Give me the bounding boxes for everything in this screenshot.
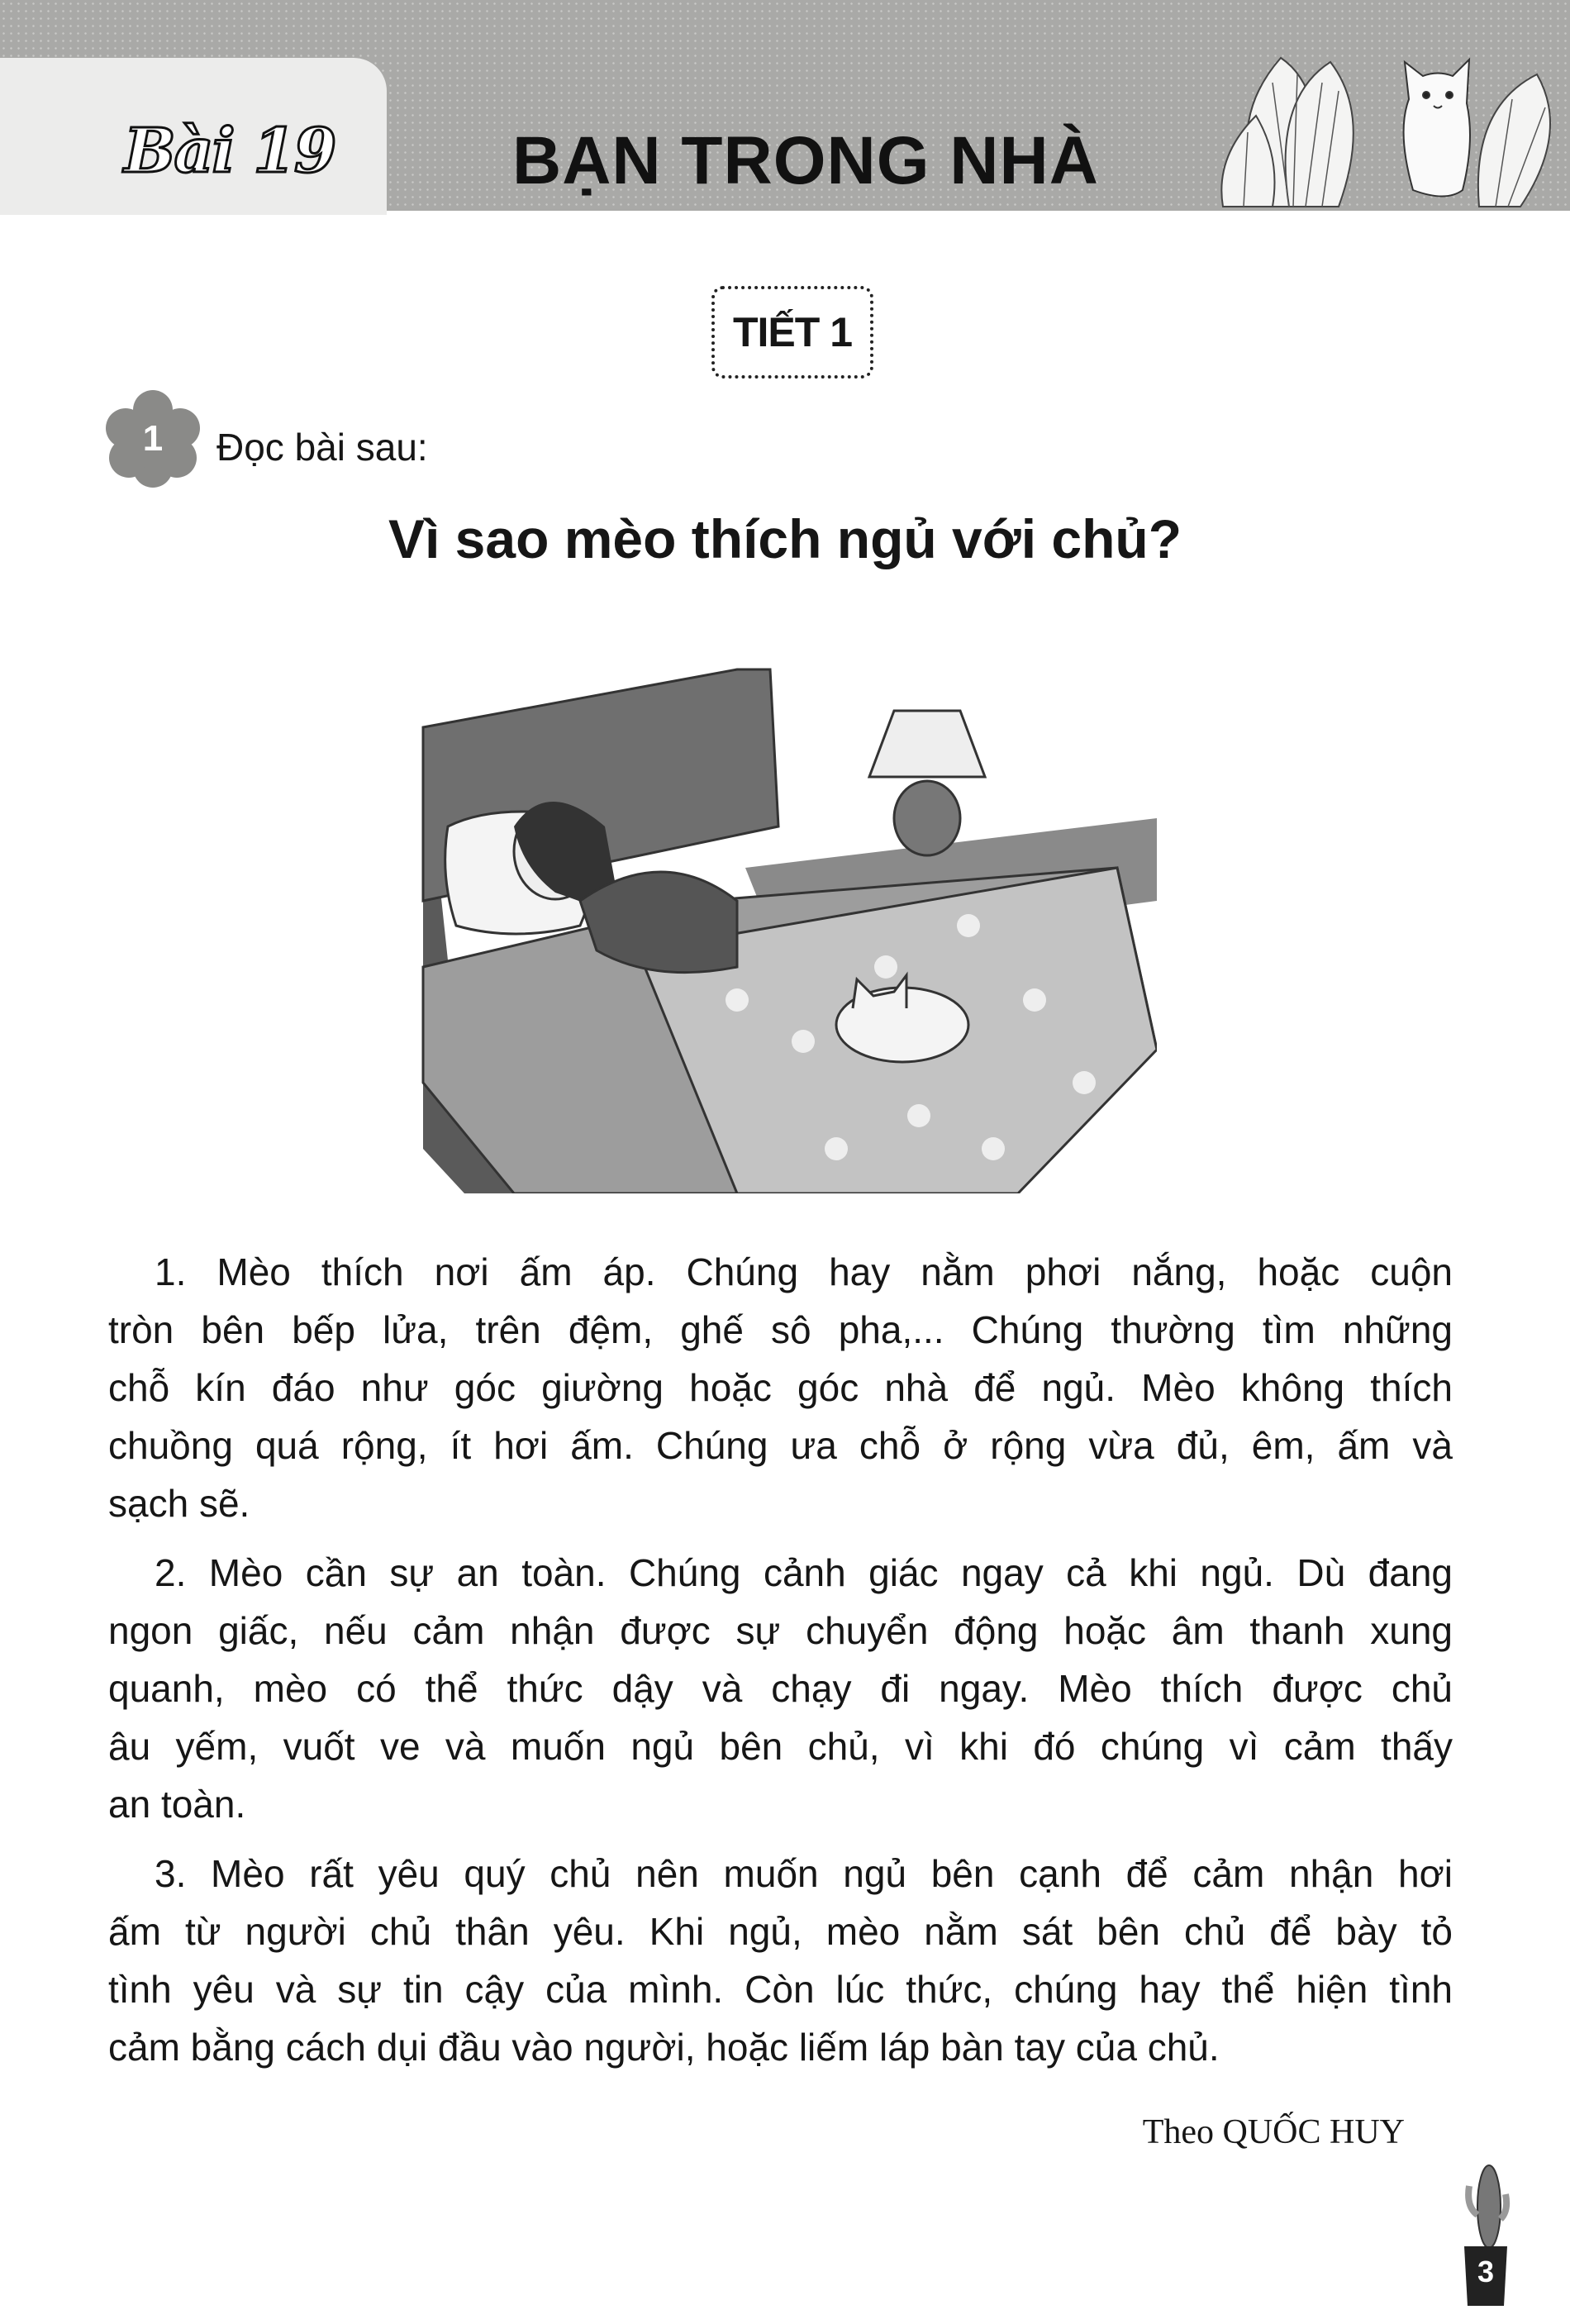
text-line: sạch sẽ. (108, 1482, 250, 1525)
text-line: tình yêu và sự tin cậy của mình. Còn lúc thức, chúng hay thể hiện tình (108, 1968, 1453, 2011)
text-line: ấm từ người chủ thân yêu. Khi ngủ, mèo nằm sát bên chủ để bày tỏ (108, 1910, 1453, 1953)
sleeping-girl-with-cat-illustration (390, 653, 1157, 1193)
page-number-badge (1461, 2157, 1511, 2314)
text-line: 1. Mèo thích nơi ấm áp. Chúng hay nằm phơi nắng, hoặc cuộn (155, 1250, 1453, 1293)
story-paragraph-3 (108, 1845, 1453, 2076)
story-paragraph-1 (108, 1243, 1453, 1532)
text-line: chuồng quá rộng, ít hơi ấm. Chúng ưa chỗ ở rộng vừa đủ, êm, ấm và (108, 1424, 1453, 1467)
page-number: 3 (1477, 2255, 1495, 2288)
exercise-number-badge (104, 388, 202, 489)
text-line: quanh, mèo có thể thức dậy và chạy đi ngay. Mèo thích được chủ (108, 1667, 1453, 1710)
text-line: 2. Mèo cần sự an toàn. Chúng cảnh giác ngay cả khi ngủ. Dù đang (155, 1551, 1453, 1594)
lesson-title: BẠN TRONG NHÀ (512, 123, 1099, 198)
text-line: an toàn. (108, 1783, 246, 1826)
story-author: Theo QUỐC HUY (1142, 2113, 1405, 2151)
cat-icon (1404, 60, 1470, 197)
exercise-instruction: Đọc bài sau: (216, 426, 428, 469)
text-line: chỗ kín đáo như góc giường hoặc góc nhà để ngủ. Mèo không thích (108, 1366, 1453, 1409)
text-line: 3. Mèo rất yêu quý chủ nên muốn ngủ bên cạnh để cảm nhận hơi (155, 1852, 1453, 1895)
section-label: TIẾT 1 (711, 286, 873, 379)
text-line: cảm bằng cách dụi đầu vào người, hoặc liếm láp bàn tay của chủ. (108, 2026, 1220, 2069)
cat-plant-illustration (1206, 25, 1570, 211)
story-title: Vì sao mèo thích ngủ với chủ? (388, 508, 1182, 569)
cactus-pot-icon (1461, 2157, 1511, 2314)
text-line: tròn bên bếp lửa, trên đệm, ghế sô pha,... Chúng thường tìm những (108, 1308, 1453, 1351)
story-paragraph-2 (108, 1544, 1453, 1833)
text-line: âu yếm, vuốt ve và muốn ngủ bên chủ, vì khi đó chúng vì cảm thấy (108, 1725, 1453, 1768)
text-line: ngon giấc, nếu cảm nhận được sự chuyển động hoặc âm thanh xung (108, 1609, 1453, 1652)
story-body (108, 1243, 1453, 2088)
exercise-number: 1 (142, 418, 164, 459)
lesson-number: Bài 19 (124, 116, 335, 187)
lesson-header-banner (0, 0, 1570, 211)
